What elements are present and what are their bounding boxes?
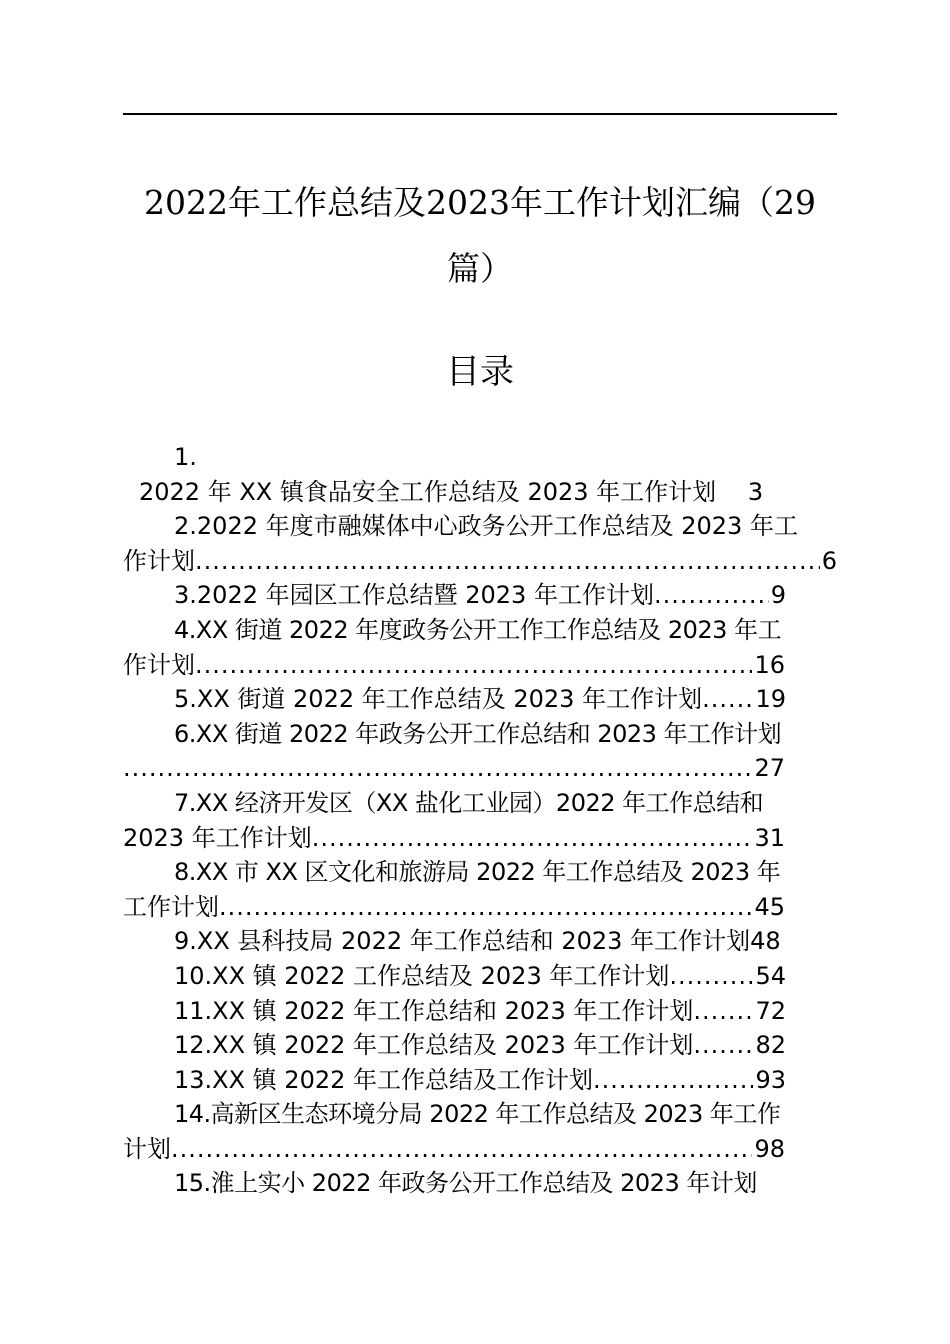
toc-entry-3-text: 3.2022 年园区工作总结暨 2023 年工作计划: [174, 581, 654, 610]
toc-entry-7-line-2[interactable]: [123, 821, 785, 856]
toc-entry-6-line-1[interactable]: 6.XX 街道 2022 年政务公开工作总结和 2023 年工作计划: [174, 719, 782, 748]
toc-entry-9-text: 9.XX 县科技局 2022 年工作总结和 2023 年工作计划: [174, 927, 751, 956]
toc-heading: 目录: [446, 352, 514, 392]
toc-entry-3-page: 9: [770, 581, 786, 610]
toc-entry-6-line-2[interactable]: [123, 751, 785, 786]
toc-entry-14-page: 98: [754, 1134, 785, 1163]
toc-entry-5-text: 5.XX 街道 2022 年工作总结及 2023 年工作计划: [174, 685, 703, 714]
toc-entry-15-line-1[interactable]: 15.淮上实小 2022 年政务公开工作总结及 2023 年计划: [174, 1169, 757, 1198]
toc-leader-dots: [693, 1028, 753, 1063]
toc-entry-1-page: 3: [747, 477, 764, 506]
table-of-contents: [123, 440, 837, 1201]
toc-leader-dots: [312, 821, 753, 856]
toc-entry-11-page: 72: [755, 996, 786, 1025]
toc-entry-11-text: 11.XX 镇 2022 年工作总结和 2023 年工作计划: [174, 996, 694, 1025]
toc-entry-4-line-1[interactable]: 4.XX 街道 2022 年度政务公开工作工作总结及 2023 年工: [174, 615, 782, 644]
toc-entry-14-line-2[interactable]: [123, 1132, 785, 1167]
toc-leader-dots: [702, 682, 753, 717]
toc-entry-5[interactable]: [123, 682, 786, 717]
toc-entry-1-line-2[interactable]: [123, 475, 837, 510]
toc-entry-10-text: 10.XX 镇 2022 工作总结及 2023 年工作计划: [174, 961, 670, 990]
toc-entry-13-page: 93: [755, 1065, 786, 1094]
toc-entry-3[interactable]: [123, 578, 786, 613]
toc-entry-10-page: 54: [755, 961, 786, 990]
toc-leader-dots: [593, 1063, 753, 1098]
toc-entry-5-page: 19: [755, 685, 786, 714]
toc-entry-14-line-1[interactable]: 14.高新区生态环境分局 2022 年工作总结及 2023 年工作: [174, 1100, 781, 1129]
toc-entry-10[interactable]: [123, 959, 786, 994]
toc-entry-12-text: 12.XX 镇 2022 年工作总结及 2023 年工作计划: [174, 1031, 694, 1060]
toc-entry-1-line-1[interactable]: 1.: [174, 443, 197, 471]
toc-entry-4-page: 16: [754, 650, 785, 679]
toc-leader-dots: [195, 648, 752, 683]
toc-entry-12[interactable]: [123, 1028, 786, 1063]
toc-entry-13[interactable]: [123, 1063, 786, 1098]
toc-entry-9-page: 48: [750, 927, 781, 956]
toc-entry-2-page: 6: [821, 546, 837, 575]
toc-entry-4-text: 作计划: [123, 650, 195, 679]
toc-leader-dots: [654, 578, 769, 613]
toc-entry-14-text: 计划: [123, 1134, 171, 1163]
toc-entry-7-line-1[interactable]: 7.XX 经济开发区（XX 盐化工业园）2022 年工作总结和: [174, 788, 764, 817]
toc-entry-1-text: 2022 年 XX 镇食品安全工作总结及 2023 年工作计划: [139, 477, 717, 506]
toc-entry-7-page: 31: [754, 823, 785, 852]
title-line-1: 2022年工作总结及2023年工作计划汇编（29: [144, 183, 816, 222]
toc-leader-dots: [219, 890, 752, 925]
toc-entry-12-page: 82: [755, 1031, 786, 1060]
toc-entry-8-text: 工作计划: [123, 892, 219, 921]
toc-entry-6-page: 27: [754, 754, 785, 783]
toc-entry-2-text: 作计划: [123, 546, 195, 575]
toc-entry-13-text: 13.XX 镇 2022 年工作总结及工作计划: [174, 1065, 594, 1094]
toc-entry-8-line-1[interactable]: 8.XX 市 XX 区文化和旅游局 2022 年工作总结及 2023 年: [174, 858, 781, 887]
toc-entry-8-page: 45: [754, 892, 785, 921]
toc-entry-7-text: 2023 年工作计划: [123, 823, 312, 852]
toc-leader-dots: [171, 1132, 752, 1167]
toc-leader-dots: [123, 751, 752, 786]
header-rule: [123, 113, 837, 115]
toc-leader-dots: [669, 959, 753, 994]
toc-entry-4-line-2[interactable]: [123, 648, 785, 683]
toc-entry-2-line-1[interactable]: 2.2022 年度市融媒体中心政务公开工作总结及 2023 年工: [174, 512, 798, 541]
toc-leader-dots: [693, 994, 753, 1029]
toc-entry-2-line-2[interactable]: [123, 544, 837, 579]
title-line-2: 篇）: [447, 249, 513, 288]
toc-leader-dots: [195, 544, 820, 579]
toc-entry-8-line-2[interactable]: [123, 890, 785, 925]
toc-entry-11[interactable]: [123, 994, 786, 1029]
document-title: [123, 170, 837, 302]
toc-entry-9[interactable]: [123, 924, 837, 959]
